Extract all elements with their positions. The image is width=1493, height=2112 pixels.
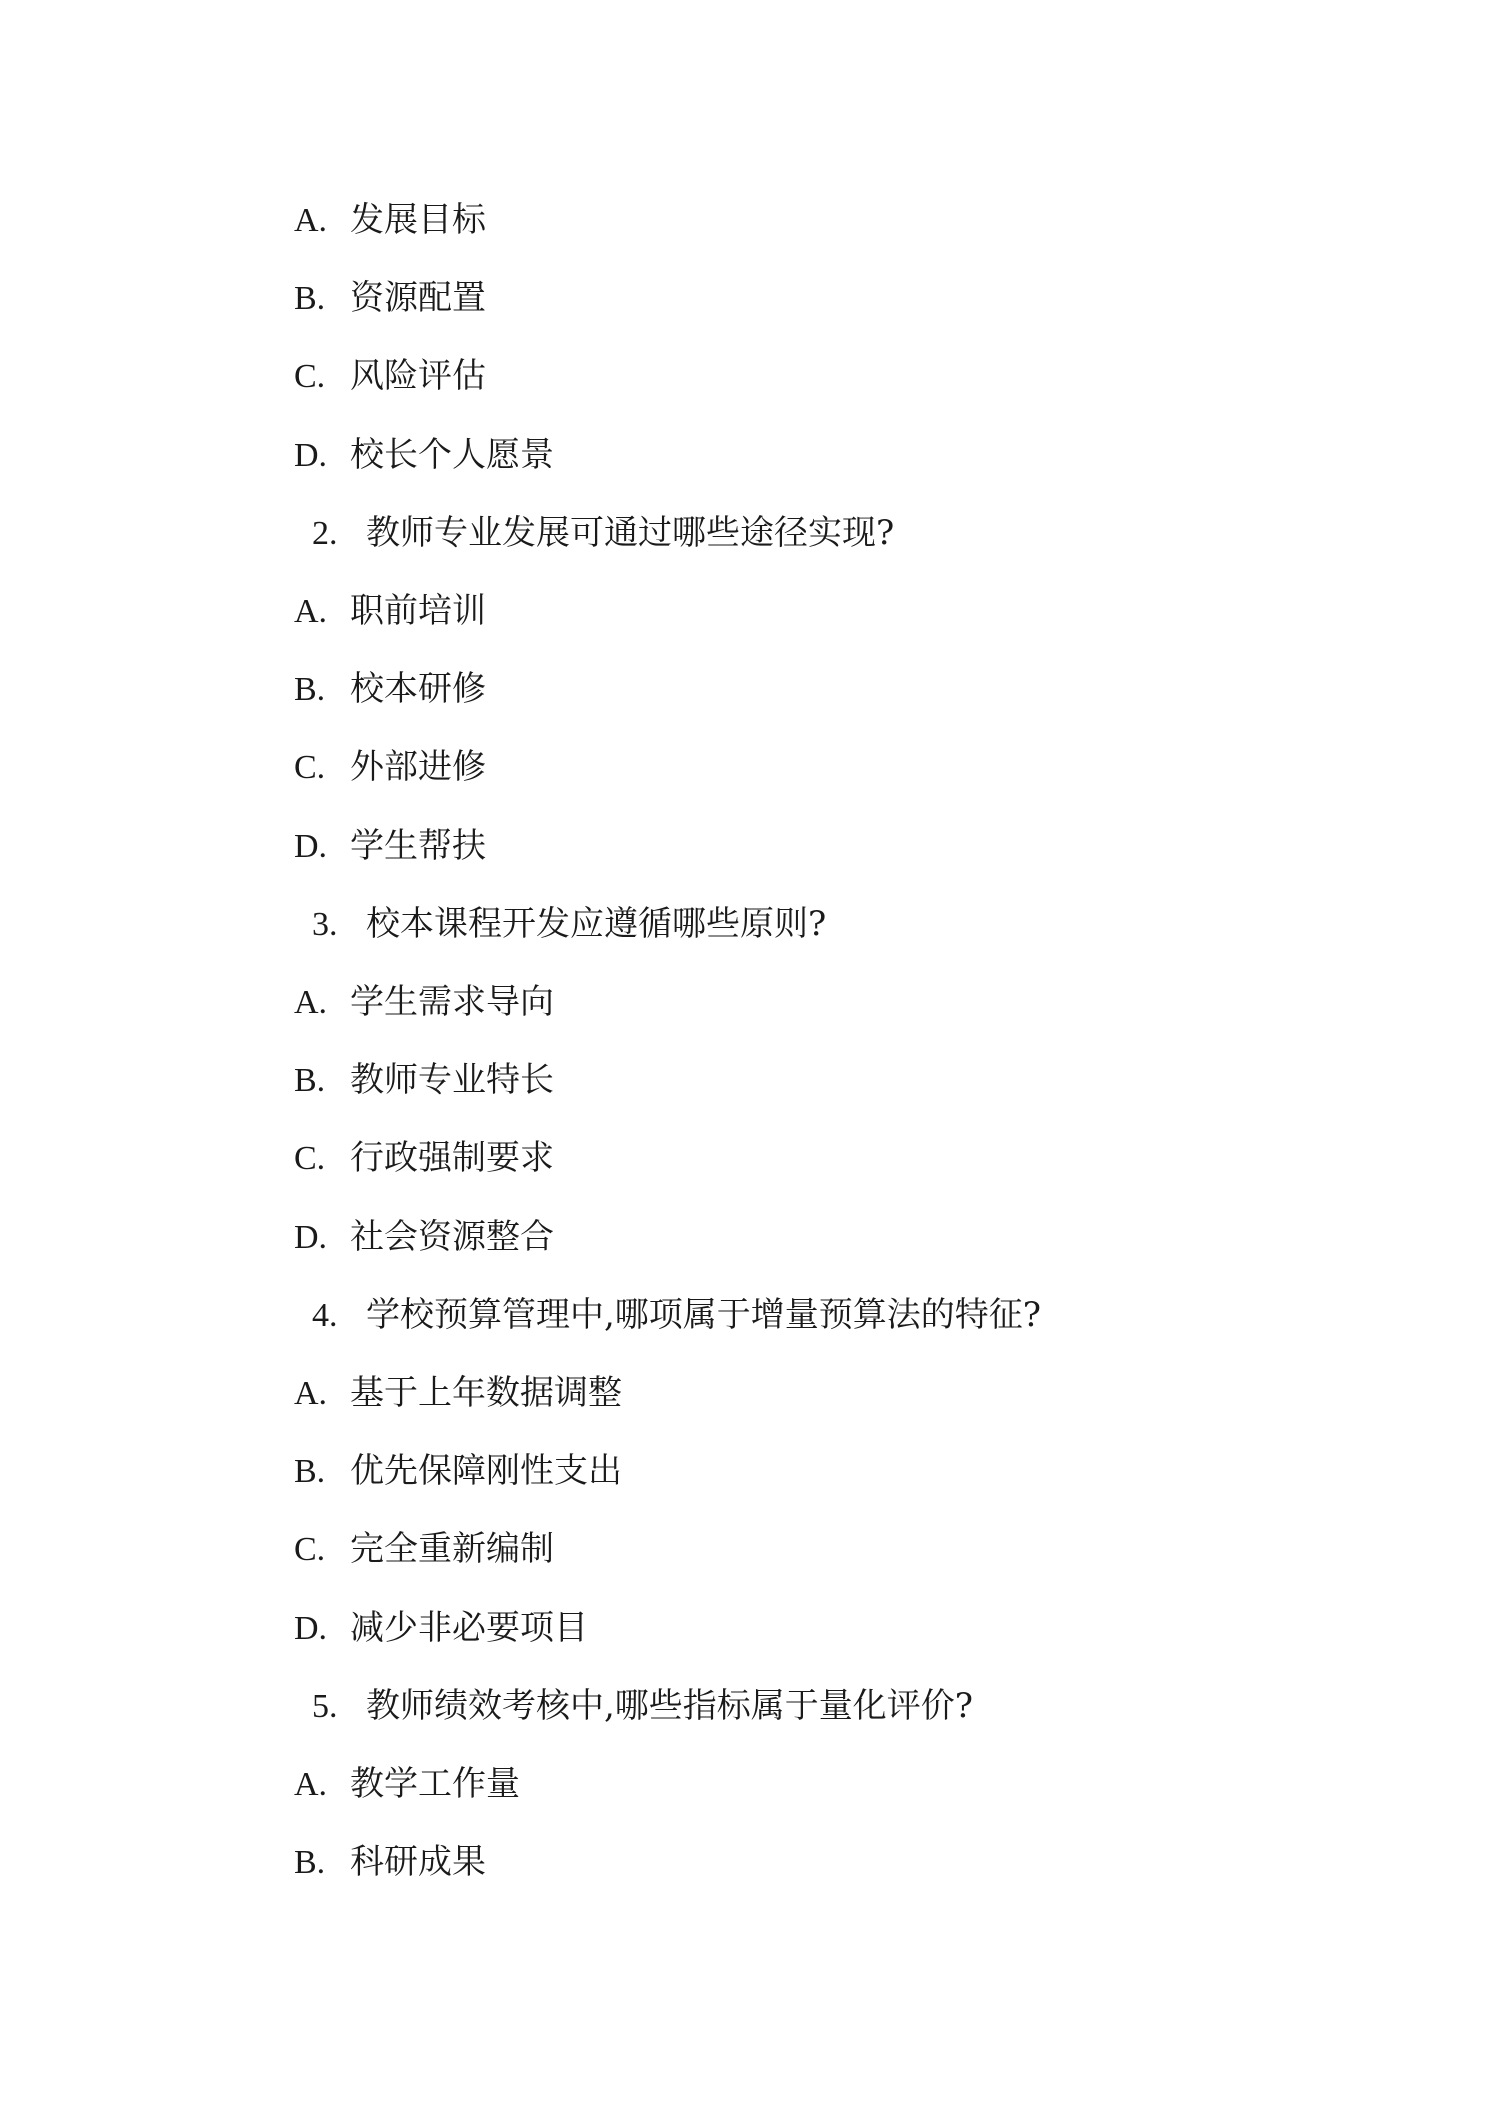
question-text: 教师绩效考核中,哪些指标属于量化评价? bbox=[366, 1686, 974, 1726]
option-line bbox=[294, 747, 486, 787]
option-label: C. bbox=[294, 358, 326, 395]
option-text: 校本研修 bbox=[350, 669, 486, 709]
question-text: 校本课程开发应遵循哪些原则? bbox=[366, 904, 827, 944]
option-line bbox=[294, 1608, 588, 1648]
option-text: 职前培训 bbox=[350, 591, 486, 631]
option-label: A. bbox=[294, 593, 328, 630]
option-label: A. bbox=[294, 984, 328, 1021]
question-number: 4. bbox=[312, 1297, 338, 1334]
option-text: 风险评估 bbox=[350, 356, 486, 396]
option-text: 外部进修 bbox=[350, 747, 486, 787]
option-label: D. bbox=[294, 1610, 328, 1647]
option-text: 学生需求导向 bbox=[350, 982, 554, 1022]
option-text: 资源配置 bbox=[350, 278, 486, 318]
option-label: D. bbox=[294, 1219, 328, 1256]
option-line bbox=[294, 826, 486, 866]
option-line bbox=[294, 356, 486, 396]
option-text: 优先保障刚性支出 bbox=[350, 1451, 622, 1491]
question-text: 教师专业发展可通过哪些途径实现? bbox=[366, 513, 895, 553]
option-line bbox=[294, 1842, 486, 1882]
option-label: A. bbox=[294, 1375, 328, 1412]
option-label: C. bbox=[294, 1140, 326, 1177]
question-number: 3. bbox=[312, 906, 338, 943]
option-line bbox=[294, 982, 554, 1022]
option-label: B. bbox=[294, 671, 326, 708]
option-label: C. bbox=[294, 1531, 326, 1568]
option-line bbox=[294, 1217, 554, 1257]
option-text: 社会资源整合 bbox=[350, 1217, 554, 1257]
question-line bbox=[312, 904, 826, 944]
option-label: B. bbox=[294, 280, 326, 317]
option-line bbox=[294, 1373, 622, 1413]
option-label: B. bbox=[294, 1844, 326, 1881]
option-label: B. bbox=[294, 1453, 326, 1490]
option-line bbox=[294, 278, 486, 318]
option-text: 发展目标 bbox=[350, 200, 486, 240]
option-line bbox=[294, 435, 554, 475]
option-text: 科研成果 bbox=[350, 1842, 486, 1882]
option-line bbox=[294, 669, 486, 709]
option-text: 行政强制要求 bbox=[350, 1138, 554, 1178]
option-text: 校长个人愿景 bbox=[350, 435, 554, 475]
option-line bbox=[294, 1451, 622, 1491]
option-text: 基于上年数据调整 bbox=[350, 1373, 622, 1413]
option-line bbox=[294, 1138, 554, 1178]
option-line bbox=[294, 1060, 554, 1100]
question-line bbox=[312, 1686, 973, 1726]
question-text: 学校预算管理中,哪项属于增量预算法的特征? bbox=[366, 1295, 1042, 1335]
option-label: D. bbox=[294, 437, 328, 474]
question-number: 5. bbox=[312, 1688, 338, 1725]
option-line bbox=[294, 1764, 520, 1804]
option-text: 完全重新编制 bbox=[350, 1529, 554, 1569]
option-label: A. bbox=[294, 1766, 328, 1803]
option-text: 学生帮扶 bbox=[350, 826, 486, 866]
question-line bbox=[312, 1295, 1041, 1335]
option-text: 教师专业特长 bbox=[350, 1060, 554, 1100]
option-line bbox=[294, 200, 486, 240]
option-label: B. bbox=[294, 1062, 326, 1099]
option-label: D. bbox=[294, 828, 328, 865]
option-line bbox=[294, 591, 486, 631]
option-text: 减少非必要项目 bbox=[350, 1608, 588, 1648]
option-label: C. bbox=[294, 749, 326, 786]
option-line bbox=[294, 1529, 554, 1569]
question-number: 2. bbox=[312, 515, 338, 552]
option-text: 教学工作量 bbox=[350, 1764, 520, 1804]
question-line bbox=[312, 513, 894, 553]
option-label: A. bbox=[294, 202, 328, 239]
